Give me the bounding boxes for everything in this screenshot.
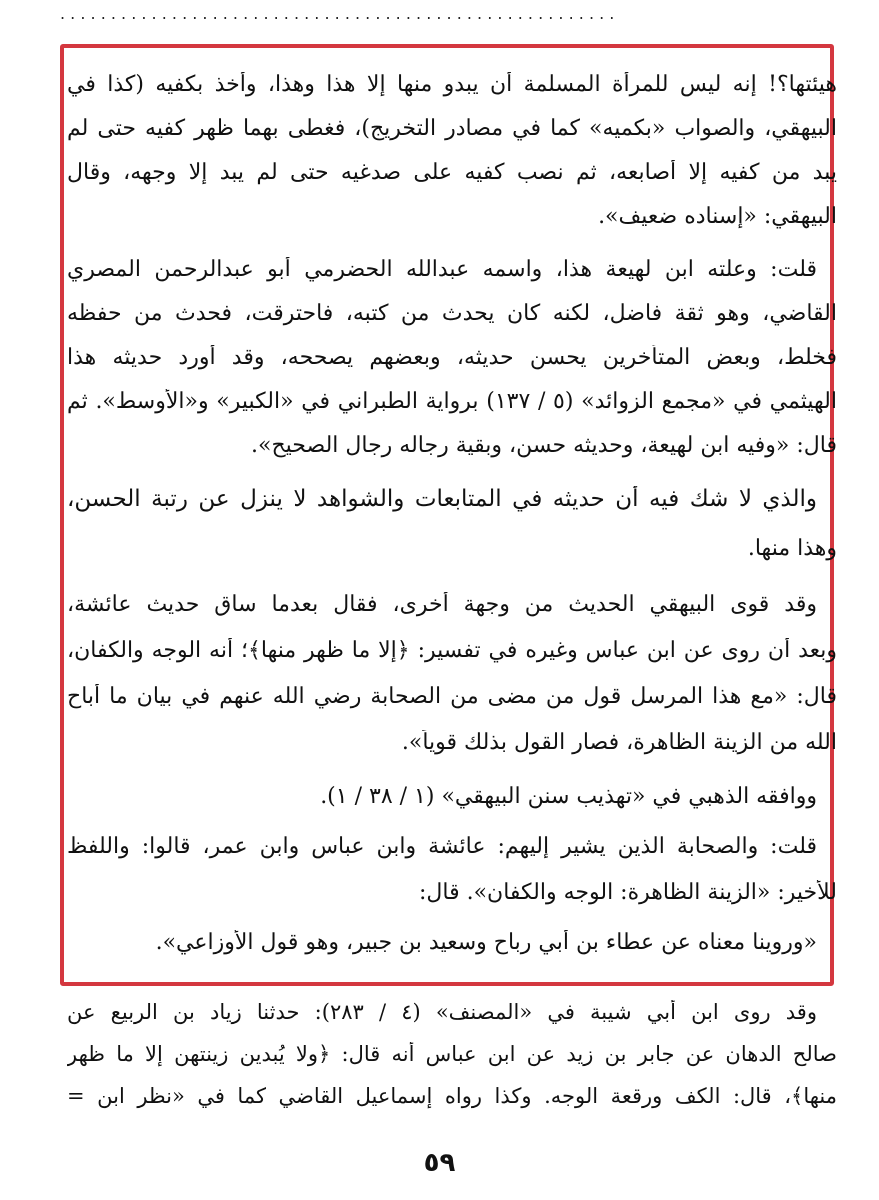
text-line: والذي لا شك فيه أن حديثه في المتابعات والشواهد لا ينزل عن رتبة الحسن، <box>67 486 817 512</box>
text-line: وقد قوى البيهقي الحديث من وجهة أخرى، فقال بعدما ساق حديث عائشة، <box>67 592 817 617</box>
text-line: قلت: والصحابة الذين يشير إليهم: عائشة وابن عباس وابن عمر، قالوا: واللفظ <box>67 834 817 859</box>
text-line: وقد روى ابن أبي شيبة في «المصنف» (٤ / ٢٨٣): حدثنا زياد بن الربيع عن <box>67 1000 817 1024</box>
text-line: القاضي، وهو ثقة فاضل، لكنه كان يحدث من كتبه، فاحترقت، فحدث من حفظه <box>67 301 837 326</box>
text-line: البيهقي: «إسناده ضعيف». <box>598 204 837 229</box>
text-line: قلت: وعلته ابن لهيعة هذا، واسمه عبدالله الحضرمي أبو عبدالرحمن المصري <box>67 257 817 282</box>
text-line: قال: «وفيه ابن لهيعة، وحديثه حسن، وبقية رجاله رجال الصحيح». <box>251 433 837 458</box>
dot-leader-text: . . . . . . . . . . . . . . . . . . . . . . . . . . . . . . . . . . . . . . . . . . . . . . . . . . . . . . . <box>60 4 615 23</box>
text-line: هيئتها؟! إنه ليس للمرأة المسلمة أن يبدو منها إلا هذا وهذا، وأخذ بكفيه (كذا في <box>67 72 837 97</box>
text-line: قال: «مع هذا المرسل قول من مضى من الصحابة رضي الله عنهم في بيان ما أباح <box>67 684 837 709</box>
text-line: يبد من كفيه إلا أصابعه، ثم نصب كفيه على صدغيه حتى لم يبد إلا وجهه، وقال <box>67 160 837 185</box>
top-dot-leader <box>60 4 839 22</box>
text-line: منها﴾، قال: الكف ورقعة الوجه. وكذا رواه إسماعيل القاضي كما في «نظر ابن = <box>67 1084 837 1108</box>
text-line: فخلط، وبعض المتأخرين يحسن حديثه، وبعضهم يصححه، وقد أورد حديثه هذا <box>67 345 837 370</box>
continued-footnote <box>67 1000 837 1120</box>
page-number: ٥٩ <box>423 1148 456 1178</box>
text-line: وبعد أن روى عن ابن عباس وغيره في تفسير: ﴿إلا ما ظهر منها﴾؛ أنه الوجه والكفان، <box>67 638 837 663</box>
text-line: صالح الدهان عن جابر بن زيد عن ابن عباس أنه قال: ﴿ولا يُبدين زينتهن إلا ما ظهر <box>67 1042 837 1066</box>
text-line: ووافقه الذهبي في «تهذيب سنن البيهقي» (١ / ٣٨ / ١). <box>320 784 817 809</box>
text-line: الله من الزينة الظاهرة، فصار القول بذلك قوياً». <box>401 730 837 755</box>
text-line: الهيثمي في «مجمع الزوائد» (٥ / ١٣٧) برواية الطبراني في «الكبير» و«الأوسط». ثم <box>67 389 837 414</box>
highlighted-passage <box>67 72 837 972</box>
text-line: للأخير: «الزينة الظاهرة: الوجه والكفان». قال: <box>418 880 837 905</box>
text-line: وهذا منها. <box>747 536 837 561</box>
text-line: البيهقي، والصواب «بكميه» كما في مصادر التخريج)، فغطى بهما ظهر كفيه حتى لم <box>67 116 837 141</box>
text-line: «وروينا معناه عن عطاء بن أبي رباح وسعيد بن جبير، وهو قول الأوزاعي». <box>155 930 817 955</box>
